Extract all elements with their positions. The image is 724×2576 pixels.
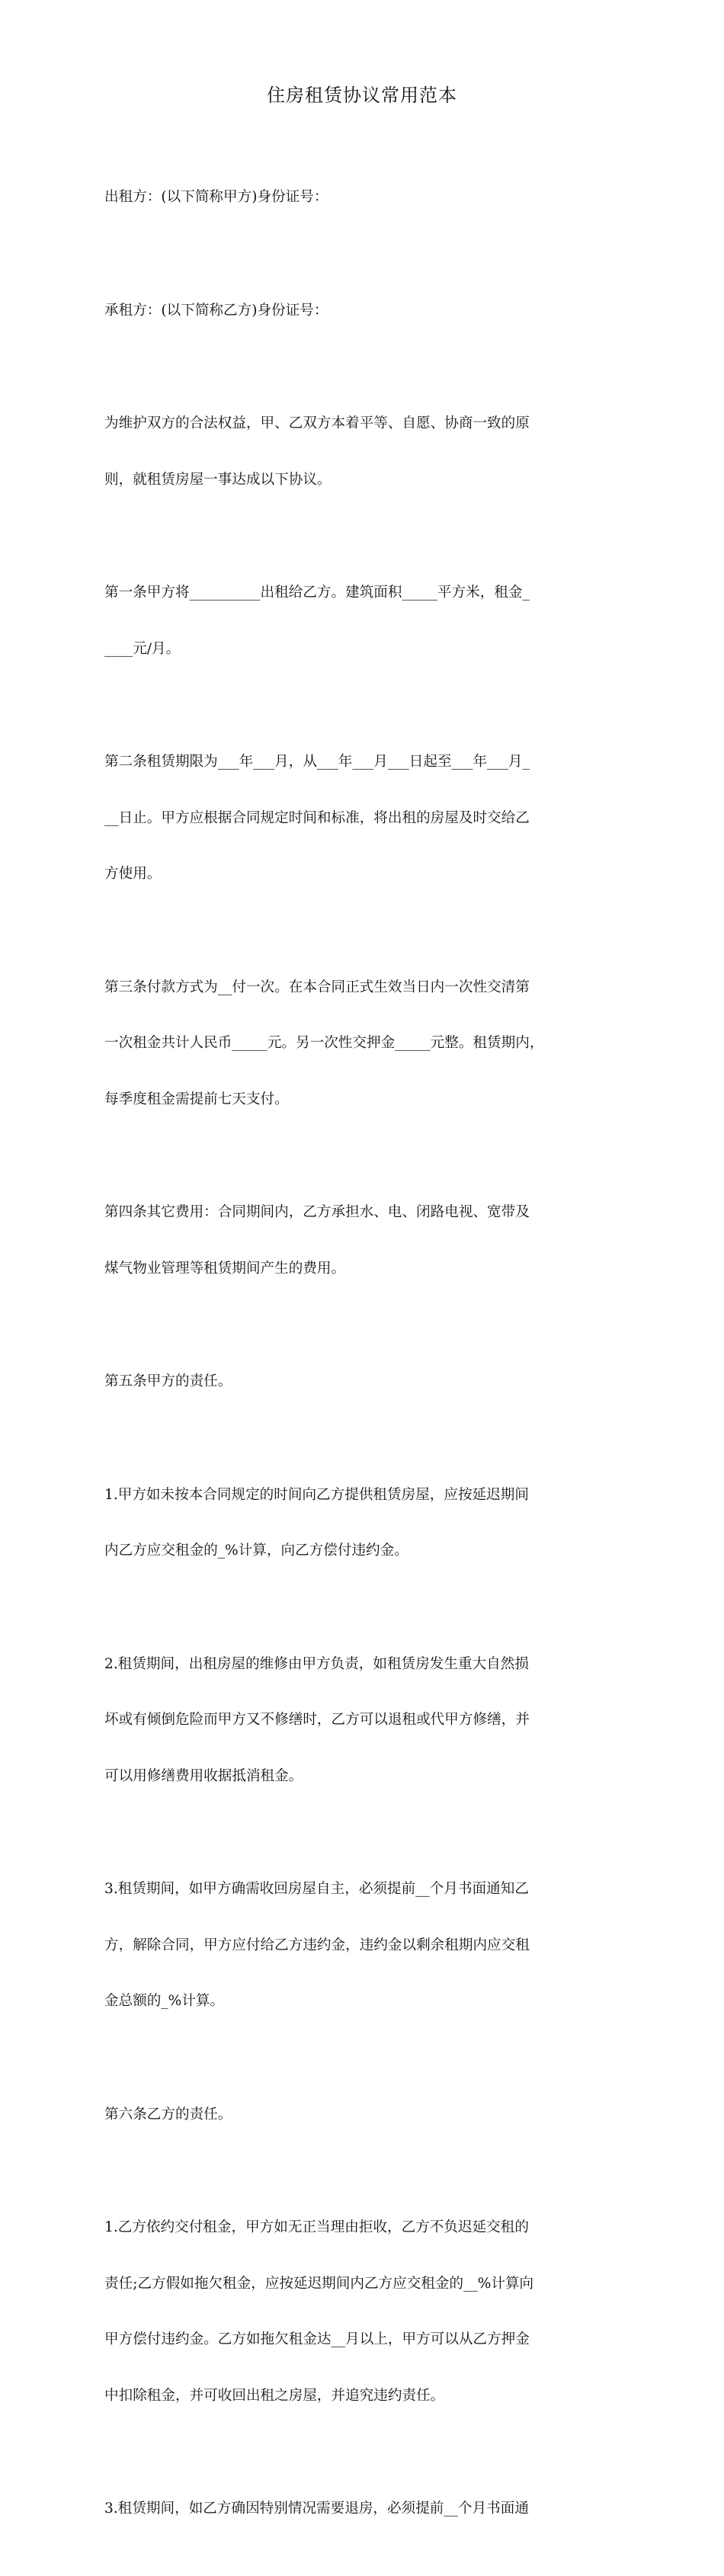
paragraph-article-1 bbox=[104, 546, 630, 696]
text-line: 3.租赁期间，如乙方确因特别情况需要退房，必须提前__个月书面通 bbox=[104, 2501, 529, 2517]
text-line: 金总额的_%计算。 bbox=[104, 1993, 225, 2009]
text-line: ____元/月。 bbox=[104, 640, 181, 657]
text-line: 2.租赁期间，出租房屋的维修由甲方负责，如租赁房发生重大自然损 bbox=[104, 1655, 529, 1672]
text-line: 内乙方应交租金的_%计算，向乙方偿付违约金。 bbox=[104, 1543, 408, 1559]
text-line: 为维护双方的合法权益，甲、乙双方本着平等、自愿、协商一致的原 bbox=[104, 415, 530, 431]
text-line: 方，解除合同，甲方应付给乙方违约金，违约金以剩余租期内应交租 bbox=[104, 1937, 530, 1953]
text-line: 可以用修缮费用收据抵消租金。 bbox=[104, 1767, 303, 1784]
text-line: 方使用。 bbox=[104, 866, 162, 882]
text-line: 第三条付款方式为__付一次。在本合同正式生效当日内一次性交清第 bbox=[104, 979, 530, 995]
text-line: 每季度租金需提前七天支付。 bbox=[104, 1091, 289, 1107]
paragraph-article-6-heading bbox=[104, 2068, 630, 2162]
text-line: 出租方：(以下简称甲方)身份证号： bbox=[104, 189, 328, 205]
text-line: 中扣除租金，并可收回出租之房屋，并追究违约责任。 bbox=[104, 2387, 445, 2404]
text-line: 甲方偿付违约金。乙方如拖欠租金达__月以上，甲方可以从乙方押金 bbox=[104, 2331, 530, 2347]
text-line: 第六条乙方的责任。 bbox=[104, 2106, 232, 2123]
document-body bbox=[104, 151, 630, 2576]
text-line: 煤气物业管理等租赁期间产生的费用。 bbox=[104, 1260, 346, 1277]
paragraph-article-5-item-1 bbox=[104, 1449, 630, 1598]
text-line: 第五条甲方的责任。 bbox=[104, 1373, 232, 1389]
paragraph-article-3 bbox=[104, 941, 630, 1147]
text-line: 承租方：(以下简称乙方)身份证号： bbox=[104, 302, 328, 319]
paragraph-article-5-heading bbox=[104, 1335, 630, 1429]
paragraph-article-4 bbox=[104, 1166, 630, 1315]
paragraph-article-5-item-2 bbox=[104, 1618, 630, 1824]
paragraph-article-6-item-1 bbox=[104, 2181, 630, 2443]
paragraph-preamble bbox=[104, 377, 630, 527]
text-line: 责任;乙方假如拖欠租金，应按延迟期间内乙方应交租金的__%计算向 bbox=[104, 2275, 534, 2292]
paragraph-article-5-item-3 bbox=[104, 1843, 630, 2049]
text-line: 第四条其它费用：合同期间内，乙方承担水、电、闭路电视、宽带及 bbox=[104, 1204, 530, 1220]
text-line: 坏或有倾倒危险而甲方又不修缮时，乙方可以退租或代甲方修缮，并 bbox=[104, 1712, 530, 1728]
paragraph-lessor bbox=[104, 151, 630, 245]
paragraph-article-6-item-3 bbox=[104, 2462, 630, 2556]
text-line: 1.乙方依约交付租金，甲方如无正当理由拒收，乙方不负迟延交租的 bbox=[104, 2219, 529, 2235]
paragraph-article-2 bbox=[104, 716, 630, 921]
paragraph-lessee bbox=[104, 264, 630, 358]
text-line: 3.租赁期间，如甲方确需收回房屋自主，必须提前__个月书面通知乙 bbox=[104, 1881, 529, 1897]
text-line: 第一条甲方将__________出租给乙方。建筑面积_____平方米，租金_ bbox=[104, 585, 530, 601]
text-line: 第二条租赁期限为___年___月，从___年___月___日起至___年___月_ bbox=[104, 754, 530, 770]
text-line: 则，就租赁房屋一事达成以下协议。 bbox=[104, 471, 332, 488]
text-line: __日止。甲方应根据合同规定时间和标准，将出租的房屋及时交给乙 bbox=[104, 809, 530, 826]
document-title: 住房租赁协议常用范本 bbox=[267, 85, 457, 106]
text-line: 一次租金共计人民币_____元。另一次性交押金_____元整。租赁期内， bbox=[104, 1035, 544, 1051]
text-line: 1.甲方如未按本合同规定的时间向乙方提供租赁房屋，应按延迟期间 bbox=[104, 1486, 529, 1503]
